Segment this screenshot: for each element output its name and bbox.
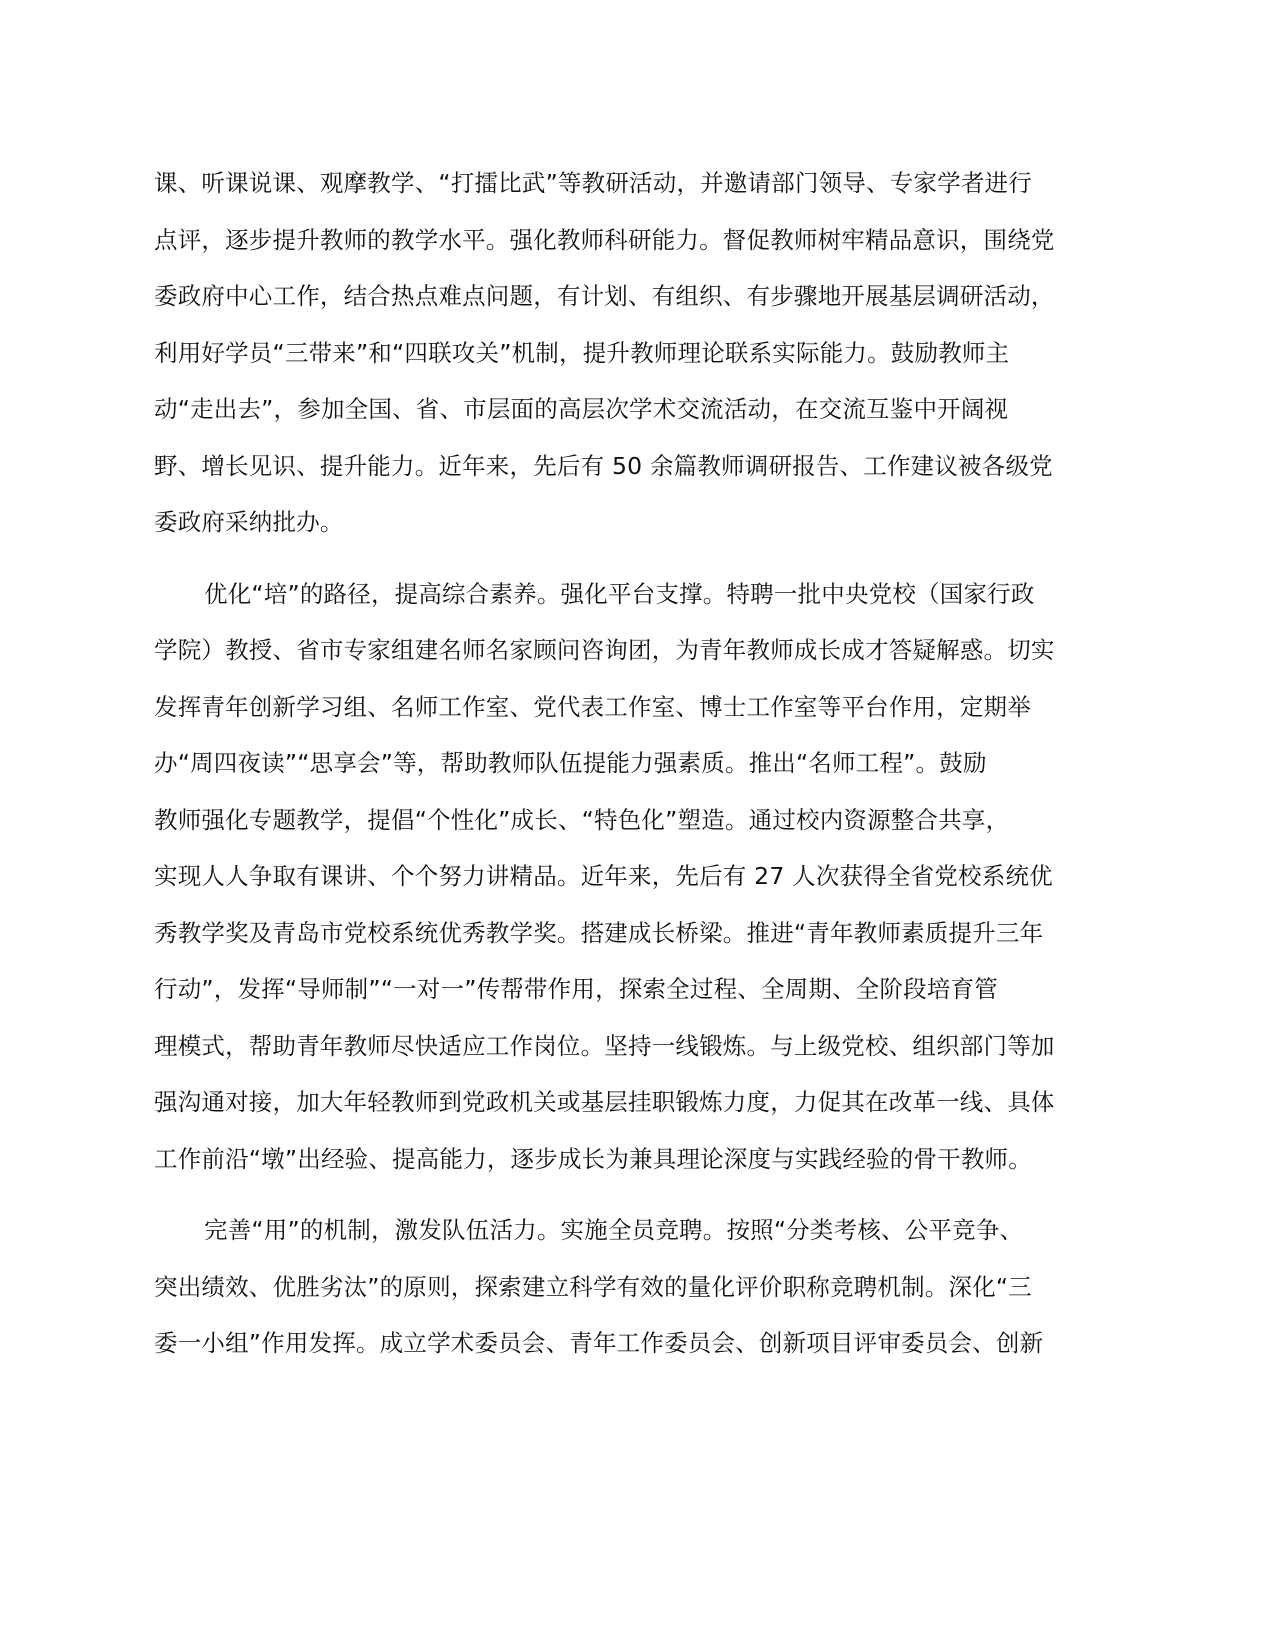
text-line: 委政府采纳批办。 <box>154 508 344 536</box>
document-body <box>154 155 1107 1372</box>
text-line: 学院）教授、省市专家组建名师名家顾问咨询团，为青年教师成长成才答疑解惑。切实 <box>154 636 1055 664</box>
text-line: 动“走出去”，参加全国、省、市层面的高层次学术交流活动，在交流互鉴中开阔视 <box>154 395 1009 423</box>
text-line: 优化“培”的路径，提高综合素养。强化平台支撑。特聘一批中央党校（国家行政 <box>204 579 1035 608</box>
text-line: 强沟通对接，加大年轻教师到党政机关或基层挂职锻炼力度，力促其在改革一线、具体 <box>154 1088 1055 1116</box>
text-line: 行动”，发挥“导师制”“一对一”传帮带作用，探索全过程、全周期、全阶段培育管 <box>154 975 998 1003</box>
text-line: 实现人人争取有课讲、个个努力讲精品。近年来，先后有 27 人次获得全省党校系统优 <box>154 862 1053 890</box>
text-line: 突出绩效、优胜劣汰”的原则，探索建立科学有效的量化评价职称竞聘机制。深化“三 <box>154 1272 1032 1301</box>
text-line: 点评，逐步提升教师的教学水平。强化教师科研能力。督促教师树牢精品意识，围绕党 <box>154 225 1055 254</box>
paragraph-1 <box>154 155 1107 551</box>
text-line: 委政府中心工作，结合热点难点问题，有计划、有组织、有步骤地开展基层调研活动， <box>154 282 1055 310</box>
text-line: 发挥青年创新学习组、名师工作室、党代表工作室、博士工作室等平台作用，定期举 <box>154 692 1031 721</box>
text-line: 完善“用”的机制，激发队伍活力。实施全员竞聘。按照“分类考核、公平竞争、 <box>204 1216 1024 1244</box>
text-line: 利用好学员“三带来”和“四联攻关”机制，提升教师理论联系实际能力。鼓励教师主 <box>154 338 1010 367</box>
text-line: 秀教学奖及青岛市党校系统优秀教学奖。搭建成长桥梁。推进“青年教师素质提升三年 <box>154 918 1044 947</box>
text-line: 工作前沿“墩”出经验、提高能力，逐步成长为兼具理论深度与实践经验的骨干教师。 <box>154 1144 1032 1173</box>
text-line: 野、增长见识、提升能力。近年来，先后有 50 余篇教师调研报告、工作建议被各级党 <box>154 451 1053 480</box>
paragraph-2 <box>154 566 1107 1188</box>
text-line: 课、听课说课、观摩教学、“打擂比武”等教研活动，并邀请部门领导、专家学者进行 <box>154 169 1032 197</box>
text-line: 办“周四夜读”“思享会”等，帮助教师队伍提能力强素质。推出“名师工程”。鼓励 <box>154 749 987 777</box>
text-line: 教师强化专题教学，提倡“个性化”成长、“特色化”塑造。通过校内资源整合共享， <box>154 805 1010 834</box>
text-line: 委一小组”作用发挥。成立学术委员会、青年工作委员会、创新项目评审委员会、创新 <box>154 1329 1044 1357</box>
text-line: 理模式，帮助青年教师尽快适应工作岗位。坚持一线锻炼。与上级党校、组织部门等加 <box>154 1031 1055 1060</box>
paragraph-3 <box>154 1202 1107 1372</box>
